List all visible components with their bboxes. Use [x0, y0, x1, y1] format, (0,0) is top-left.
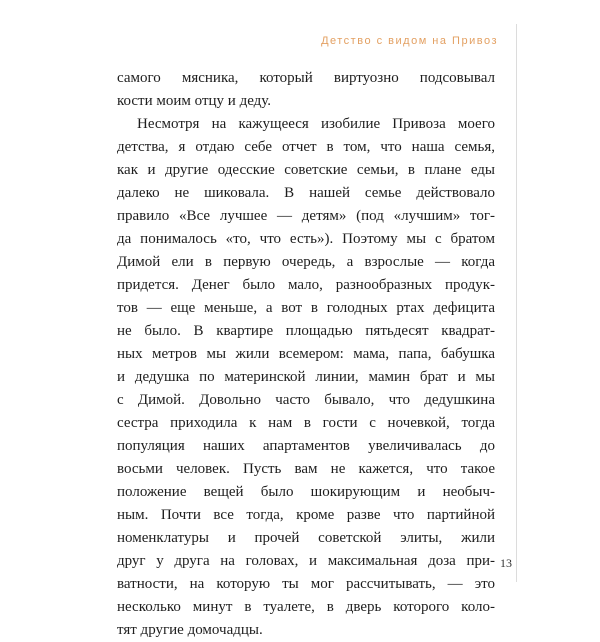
page-edge	[516, 24, 517, 582]
text-line: Несмотря на кажущееся изобилие Привоза моего	[137, 116, 495, 132]
text-line: ных метров мы жили всемером: мама, папа, бабушка	[117, 346, 495, 362]
body-text	[117, 67, 495, 642]
text-line: несколько минут в туалете, в дверь которого коло-	[117, 599, 495, 615]
book-page	[93, 24, 516, 638]
text-line: тов — еще меньше, а вот в голодных ртах дефицита	[117, 300, 495, 316]
text-line: восьми человек. Пусть вам не кажется, что такое	[117, 461, 495, 477]
text-line: друг у друга на головах, и максимальная доза при-	[117, 553, 495, 569]
page-number: 13	[500, 556, 512, 570]
text-line: кости моим отцу и деду.	[117, 93, 272, 109]
text-line: положение вещей было шокирующим и необыч-	[117, 484, 495, 500]
text-line: тят другие домочадцы.	[117, 622, 263, 638]
text-line: ным. Почти все тогда, кроме разве что партийной	[117, 507, 495, 523]
text-line: популяция наших апартаментов увеличивалась до	[117, 438, 495, 454]
text-line: детства, я отдаю себе отчет в том, что наша семья,	[117, 139, 495, 155]
text-line: и дедушка по материнской линии, мамин брат и мы	[117, 369, 495, 385]
text-line: правило «Все лучшее — детям» (под «лучшим» тог-	[117, 208, 495, 224]
text-line: Димой ели в первую очередь, а взрослые — когда	[117, 254, 495, 270]
text-line: ватности, на которую ты мог рассчитывать, — это	[117, 576, 495, 592]
text-line: придется. Денег было мало, разнообразных продук-	[117, 277, 495, 293]
text-line: да понималось «то, что есть»). Поэтому мы с братом	[117, 231, 495, 247]
text-line: самого мясника, который виртуозно подсовывал	[117, 70, 495, 86]
text-line: как и другие одесские советские семьи, в плане еды	[117, 162, 495, 178]
text-line: номенклатуры и прочей советской элиты, жили	[117, 530, 495, 546]
text-line: сестра приходила к нам в гости с ночевкой, тогда	[117, 415, 495, 431]
text-line: не было. В квартире площадью пятьдесят квадрат-	[117, 323, 495, 339]
text-line: с Димой. Довольно часто бывало, что дедушкина	[117, 392, 495, 408]
running-head: Детство с видом на Привоз	[321, 35, 498, 47]
text-line: далеко не шиковала. В нашей семье действовало	[117, 185, 495, 201]
